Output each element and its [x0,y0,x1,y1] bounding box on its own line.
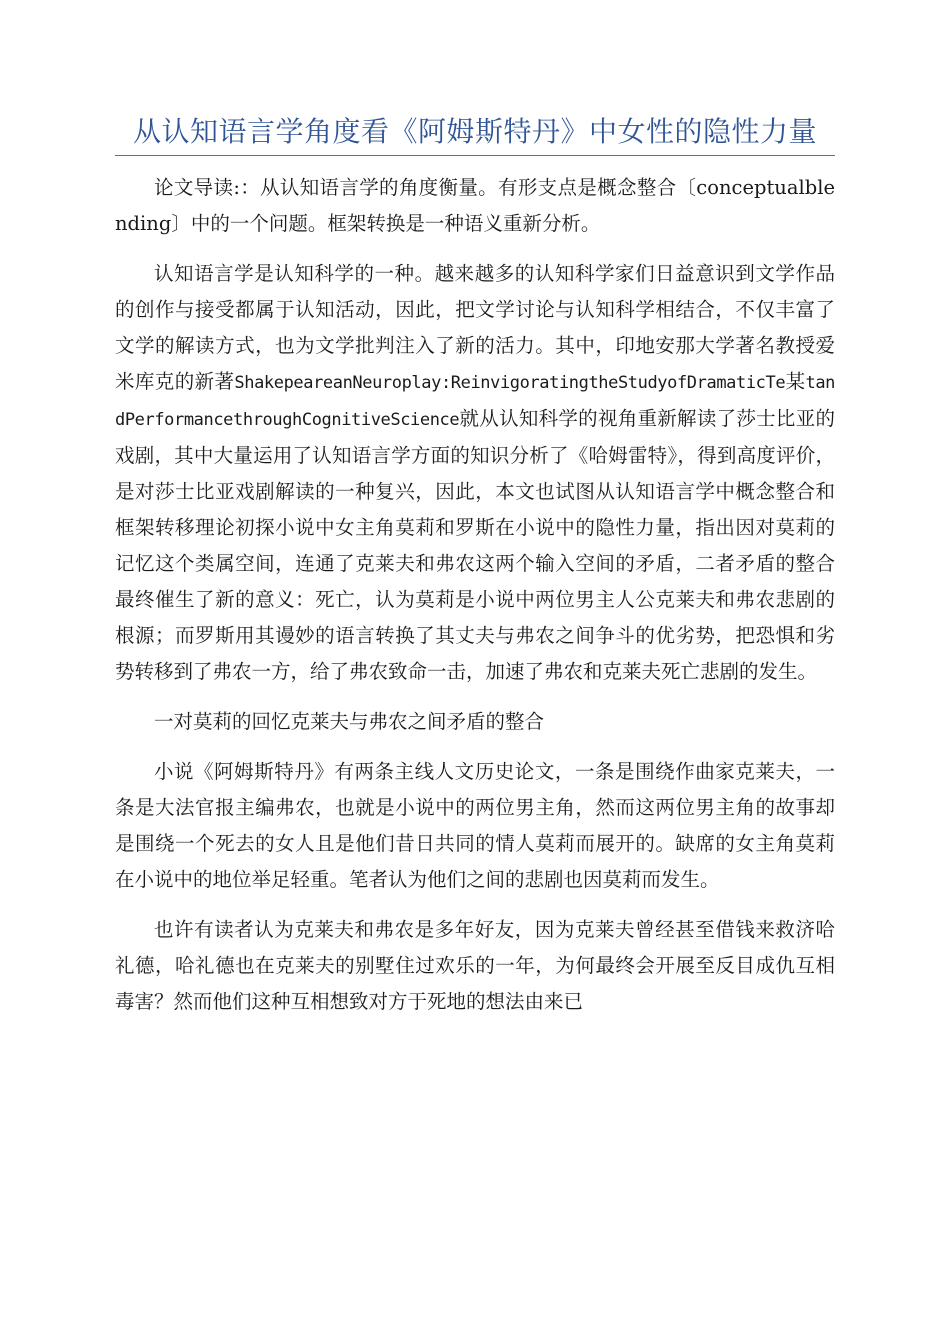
abstract-paragraph: 论文导读:：从认知语言学的角度衡量。有形支点是概念整合〔conceptualblending〕中的一个问题。框架转换是一种语义重新分析。 [115,176,835,235]
book-title-joiner: 某 [785,370,806,393]
title-underline [115,155,835,156]
section-heading: 一对莫莉的回忆克莱夫与弗农之间矛盾的整合 [154,710,545,733]
book-title-part2: tandPerformancethroughCognitiveScience [115,373,835,430]
document-title: 从认知语言学角度看《阿姆斯特丹》中女性的隐性力量 [132,115,817,148]
intro-text-before: 认知语言学是认知科学的一种。越来越多的认知科学家们日益意识到文学作品的创作与接受都属于认知活动，因此，把文学讨论与认知科学相结合，不仅丰富了文学的解读方式，也为文学批判注入了新的活力。其中，印地安那大学著名教授爱米库克的新著 [115,262,835,393]
document-body [115,170,835,1034]
intro-text-after: 就从认知科学的视角重新解读了莎士比亚的戏剧，其中大量运用了认知语言学方面的知识分析了《哈姆雷特》，得到高度评价，是对莎士比亚戏剧解读的一种复兴，因此，本文也试图从认知语言学中概念整合和框架转移理论初探小说中女主角莫莉和罗斯在小说中的隐性力量，指出因对莫莉的记忆这个类属空间，连通了克莱夫和弗农这两个输入空间的矛盾，二者矛盾的整合最终催生了新的意义：死亡，认为莫莉是小说中两位男主人公克莱夫和弗农悲剧的根源；而罗斯用其谩妙的语言转换了其丈夫与弗农之间争斗的优劣势，把恐惧和劣势转移到了弗农一方，给了弗农致命一击，加速了弗农和克莱夫死亡悲剧的发生。 [115,407,835,683]
book-title-part1: ShakepeareanNeuroplay:ReinvigoratingtheStudyofDramaticTe [234,373,786,393]
intro-paragraph [115,256,835,690]
section-paragraph-2: 也许有读者认为克莱夫和弗农是多年好友，因为克莱夫曾经甚至借钱来救济哈礼德，哈礼德也在克莱夫的别墅住过欢乐的一年，为何最终会开展至反目成仇互相毒害？然而他们这种互相想致对方于死地的想法由来已 [115,918,835,1013]
section-paragraph-1: 小说《阿姆斯特丹》有两条主线人文历史论文，一条是围绕作曲家克莱夫，一条是大法官报主编弗农，也就是小说中的两位男主角，然而这两位男主角的故事却是围绕一个死去的女人且是他们昔日共同的情人莫莉而展开的。缺席的女主角莫莉在小说中的地位举足轻重。笔者认为他们之间的悲剧也因莫莉而发生。 [115,760,835,891]
